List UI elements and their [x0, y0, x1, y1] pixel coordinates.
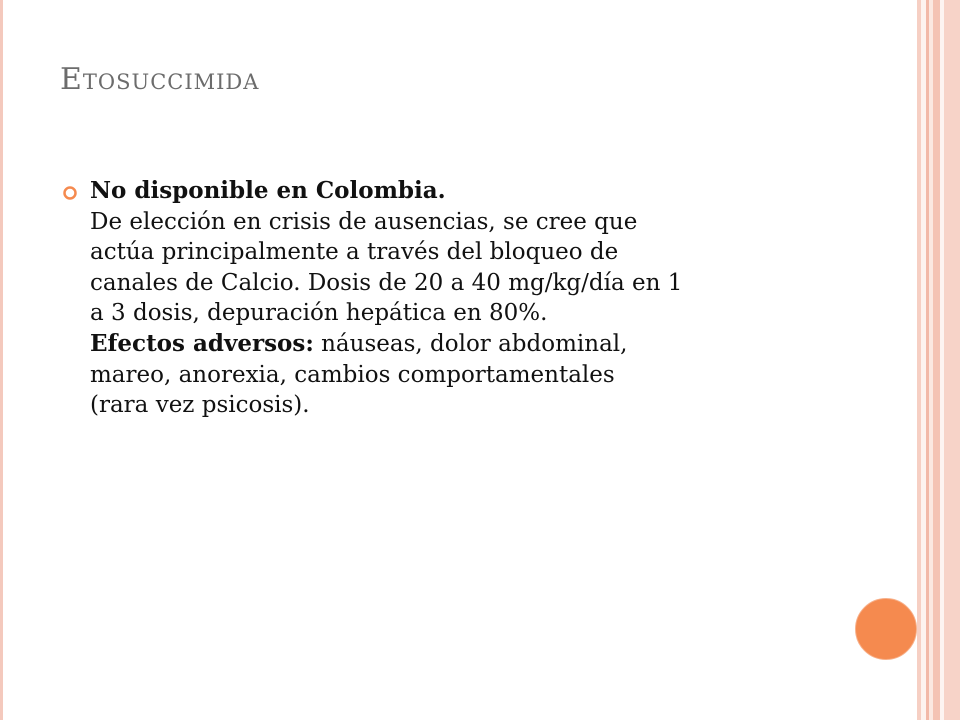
- side-stripe: [933, 0, 940, 720]
- effects-text: náuseas, dolor abdominal,: [313, 330, 628, 357]
- bullet-heading: No disponible en Colombia.: [90, 177, 446, 204]
- left-border: [0, 0, 3, 720]
- bullet-item: [62, 176, 842, 421]
- hollow-circle-bullet-icon: [62, 185, 78, 201]
- effects-label: Efectos adversos:: [90, 329, 314, 357]
- body-line: De elección en crisis de ausencias, se cree que: [90, 208, 638, 235]
- body-line: a 3 dosis, depuración hepática en 80%.: [90, 300, 548, 327]
- slide-title: Etosuccimida: [60, 62, 260, 97]
- effects-line: [90, 329, 842, 360]
- body-line: canales de Calcio. Dosis de 20 a 40 mg/kg/día en 1: [90, 269, 683, 296]
- body-line: mareo, anorexia, cambios comportamentales: [90, 361, 615, 388]
- side-stripe: [944, 0, 960, 720]
- orange-circle-icon: [855, 598, 917, 660]
- body-line: actúa principalmente a través del bloqueo de: [90, 239, 619, 266]
- bullet-text: [90, 176, 842, 421]
- body-line: (rara vez psicosis).: [90, 392, 310, 419]
